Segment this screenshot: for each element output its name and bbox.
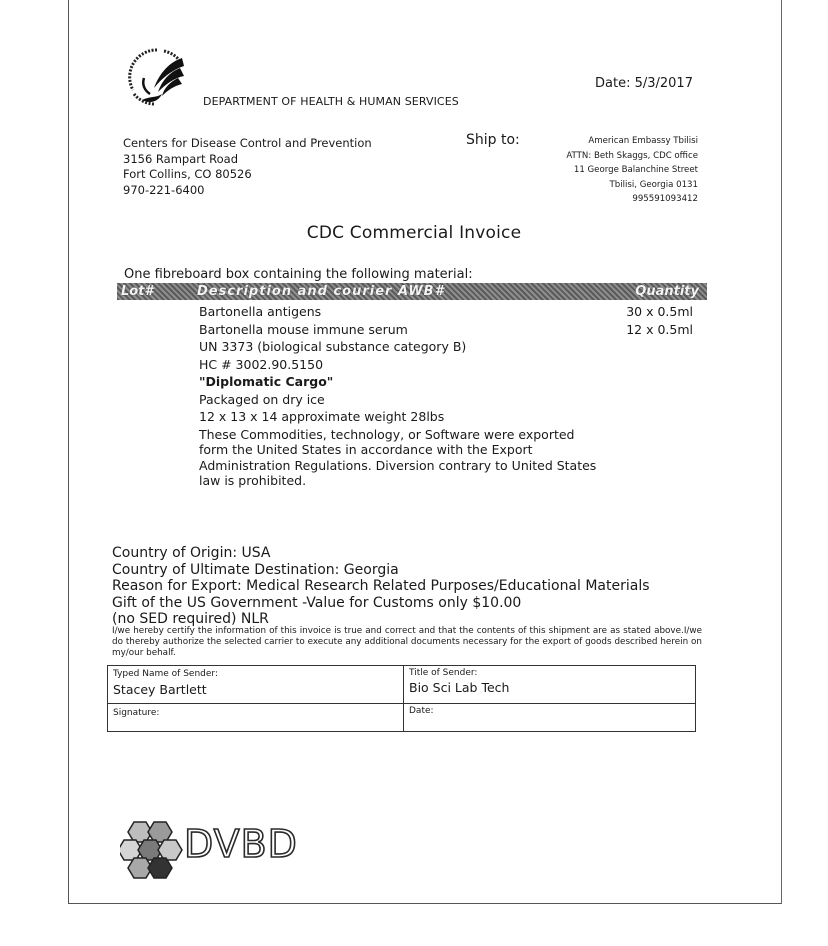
- typed-name-label: Typed Name of Sender:: [113, 669, 218, 679]
- summary-line: Country of Ultimate Destination: Georgia: [112, 561, 399, 578]
- header-lot: Lot#: [121, 284, 154, 299]
- quantity-list: [626, 303, 693, 338]
- list-item: Bartonella antigens: [199, 304, 322, 319]
- form-divider: [403, 666, 404, 731]
- ship-to-line: American Embassy Tbilisi: [588, 136, 698, 146]
- summary-line: Gift of the US Government -Value for Customs only $10.00: [112, 594, 522, 611]
- export-notice: These Commodities, technology, or Software were exported form the United States in accordance with the Export Administration Regulations. Diversion contrary to United States law is prohibited.: [199, 426, 597, 488]
- hhs-eagle-seal-icon: [124, 44, 190, 110]
- summary-line: Country of Origin: USA: [112, 545, 271, 561]
- sender-line: 970-221-6400: [123, 182, 205, 197]
- ship-to-line: ATTN: Beth Skaggs, CDC office: [566, 150, 698, 161]
- signature-label: Signature:: [113, 708, 160, 718]
- dvbd-hexagon-logo-icon: [120, 818, 190, 882]
- list-item: UN 3373 (biological substance category B): [199, 339, 467, 354]
- list-item: Bartonella mouse immune serum: [199, 321, 408, 337]
- table-header: [117, 283, 707, 300]
- form-divider: [108, 703, 695, 704]
- ship-to-label: Ship to:: [466, 132, 520, 148]
- sender-line: 3156 Rampart Road: [123, 151, 239, 166]
- dvbd-logo-text: DVBD: [184, 822, 298, 866]
- sender-line: Fort Collins, CO 80526: [123, 167, 252, 181]
- ship-to-line: 995591093412: [632, 194, 698, 204]
- title-label: Title of Sender:: [409, 668, 478, 678]
- export-summary: [112, 545, 650, 628]
- list-item: Packaged on dry ice: [199, 391, 325, 407]
- header-quantity: Quantity: [635, 284, 699, 299]
- department-name: DEPARTMENT OF HEALTH & HUMAN SERVICES: [203, 95, 459, 108]
- sender-form: [107, 665, 696, 732]
- title-value: Bio Sci Lab Tech: [409, 680, 510, 695]
- intro-text: One fibreboard box containing the following material:: [124, 267, 473, 282]
- document-title: CDC Commercial Invoice: [306, 223, 522, 243]
- typed-name-value: Stacey Bartlett: [113, 682, 207, 697]
- date-label: Date:: [409, 706, 434, 716]
- ship-to-line: Tbilisi, Georgia 0131: [609, 179, 698, 190]
- quantity-value: 30 x 0.5ml: [626, 304, 693, 319]
- summary-line: Reason for Export: Medical Research Related Purposes/Educational Materials: [112, 578, 650, 594]
- invoice-date: Date: 5/3/2017: [595, 76, 693, 91]
- summary-line: (no SED required) NLR: [112, 611, 269, 627]
- quantity-value: 12 x 0.5ml: [626, 321, 693, 337]
- ship-to-line: 11 George Balanchine Street: [573, 165, 698, 175]
- sender-line: Centers for Disease Control and Prevention: [123, 136, 372, 150]
- ship-to-address: [566, 134, 698, 207]
- list-item: "Diplomatic Cargo": [199, 374, 334, 389]
- list-item: HC # 3002.90.5150: [199, 356, 324, 372]
- item-list: [199, 303, 599, 489]
- certification-text: I/we hereby certify the information of this invoice is true and correct and that the contents of this shipment are as stated above.I/we do thereby authorize the selected carrier to execute any additional documents necessary for the export of goods described herein on my/our behalf.: [112, 626, 702, 658]
- list-item: 12 x 13 x 14 approximate weight 28lbs: [199, 409, 445, 424]
- header-description: Description and courier AWB#: [197, 284, 445, 299]
- sender-address: [123, 136, 372, 198]
